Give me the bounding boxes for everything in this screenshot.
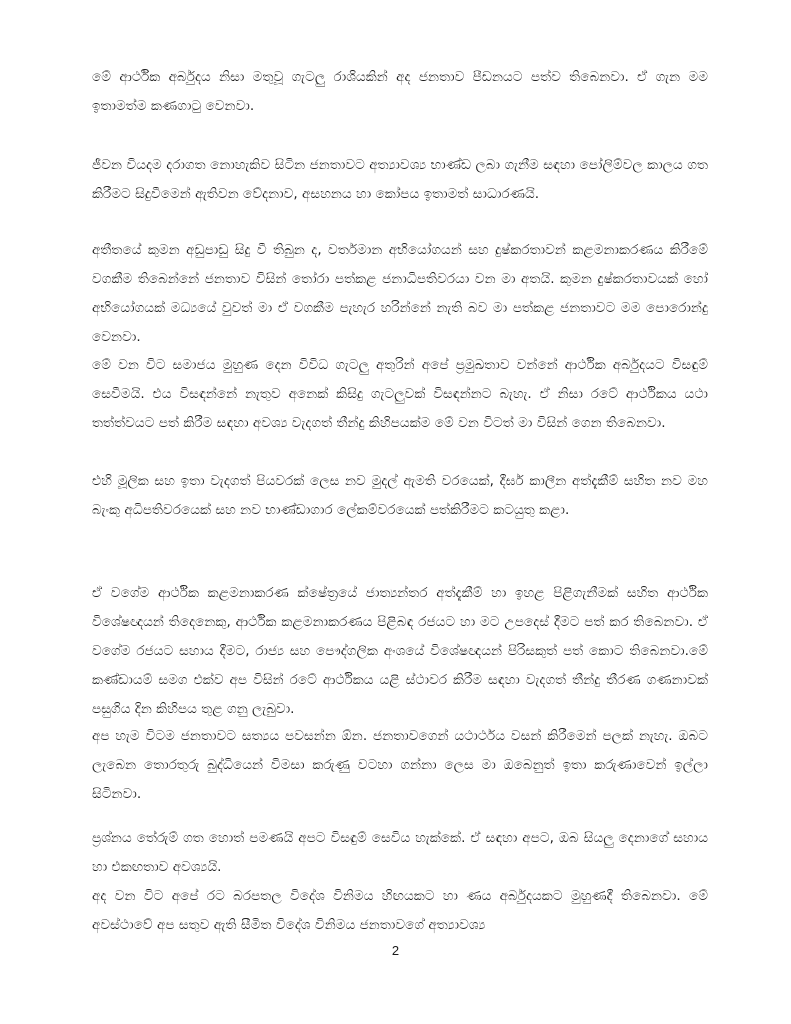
paragraph-foreign-exchange: අද වන විට අපේ රට බරපතල විදේශ විනිමය හිඟයකට හා ණය අර්බුදයකට මුහුණදී තිබෙනවා. මේ අවස්ථාවේ අප සතුව ඇති සීමිත විදේශ විනිමය ජනතාවගේ අත්‍යාවශ්‍ය — [92, 888, 708, 933]
paragraph-tell-truth: අප හැම විටම ජනතාවට සත්‍යය පවසන්න ඕන. ජනතාවගෙන් යථාර්ථය වසන් කිරීමෙන් පලක් නැහැ. ඔබට ලැබෙන තොරතුරු බුද්ධියෙන් විමසා කරුණු වටහා ගන්නා ලෙස මා ඔබෙනුත් ඉතා කරුණාවෙන් ඉල්ලා සිටිනවා. — [92, 728, 708, 802]
paragraph-economic-crisis-regret: මේ ආර්ථික අර්බුදය නිසා මතුවූ ගැටලු රාශියකින් අද ජනතාව පීඩනයට පත්ව තිබෙනවා. ඒ ගැන මම ඉතාමත්ම කණගාටු වෙනවා. — [92, 69, 708, 114]
paragraph-new-appointments: එහි මූලික සහ ඉතා වැදගත් පියවරක් ලෙස නව මුදල් ඇමති වරයෙක්, දීර්ඝ කාලීන අත්දැකීම් සහිත නව මහ බැංකු අධිපතිවරයෙක් සහ නව භාණ්ඩාගාර ලේකම්වරයෙක් පත්කිරීමට කටයුතු කළා. — [92, 473, 708, 518]
page-number: 2 — [391, 943, 400, 958]
paragraph-priority-economic-solution: මේ වන විට සමාජය මුහුණ දෙන විවිධ ගැටලු අතුරින් අපේ ප්‍රමුඛතාව වන්නේ ආර්ථික අර්බුදයට විසඳුම් සෙවීමයි. එය විසඳන්නේ නැතුව අනෙක් කිසිදු ගැටලුවක් විසඳන්නට බැහැ. ඒ නිසා රටේ ආර්ථිකය යථා තත්ත්වයට පත් කිරීම සඳහා අවශ්‍ය වැදගත් තීන්දු කිහිපයක්ම මේ වන විටත් මා විසින් ගෙන තිබෙනවා. — [92, 357, 708, 431]
paragraph-president-responsibility: අතීතයේ කුමන අඩුපාඩු සිදු වී තිබුන ද, වර්තමාන අභියෝගයන් සහ දුෂ්කරතාවන් කළමනාකරණය කිරීමේ වගකීම තිබෙන්නේ ජනතාව විසින් තෝරා පත්කළ ජනාධිපතිවරයා වන මා අතයි. කුමන දුෂ්කරතාවයක් හෝ අභියෝගයක් මධ්‍යයේ වුවත් මා ඒ වගකීම පැහැර හරින්නේ නැති බව මා පත්කළ ජනතාවට මම පොරොන්දු වෙනවා. — [92, 242, 708, 345]
paragraph-support-needed: ප්‍රශ්නය තේරුම් ගත හොත් පමණයි අපට විසඳුම් සෙවිය හැක්කේ. ඒ සඳහා අපට, ඔබ සියලු දෙනාගේ සහාය හා එකඟතාව අවශ්‍යයි. — [92, 830, 708, 875]
paragraph-cost-of-living-queues: ජීවන වියදම දරාගත නොහැකිව සිටින ජනතාවට අත්‍යාවශ්‍ය භාණ්ඩ ලබා ගැනීම සඳහා පෝලිම්වල කාලය ගත කිරීමට සිදුවීමෙන් ඇතිවන වේදනාව, අසහනය හා කෝපය ඉතාමත් සාධාරණයි. — [92, 157, 708, 202]
paragraph-economic-experts: ඒ වගේම ආර්ථික කළමනාකරණ ක්ෂේත්‍රයේ ජාත්‍යන්තර අත්දැකීම් හා ඉහළ පිළිගැනීමක් සහිත ආර්ථික විශේෂඥයන් තිදෙනෙකු, ආර්ථික කළමනාකරණය පිළිබඳ රජයට හා මට උපදෙස් දීමට පත් කර තිබෙනවා. ඒ වගේම රජයට සහාය දීමට, රාජ්‍ය සහ පෞද්ගලික අංශයේ විශේෂඥයන් පිරිසකුත් පත් කොට තිබෙනවා.මේ කණ්ඩායම් සමග එක්ව අප විසින් රටේ ආර්ථිකය යළි ස්ථාවර කිරීම සඳහා වැදගත් තීන්දු තීරණ ගණනාවක් පසුගිය දින කිහිපය තුළ ගනු ලැබුවා. — [92, 585, 708, 717]
